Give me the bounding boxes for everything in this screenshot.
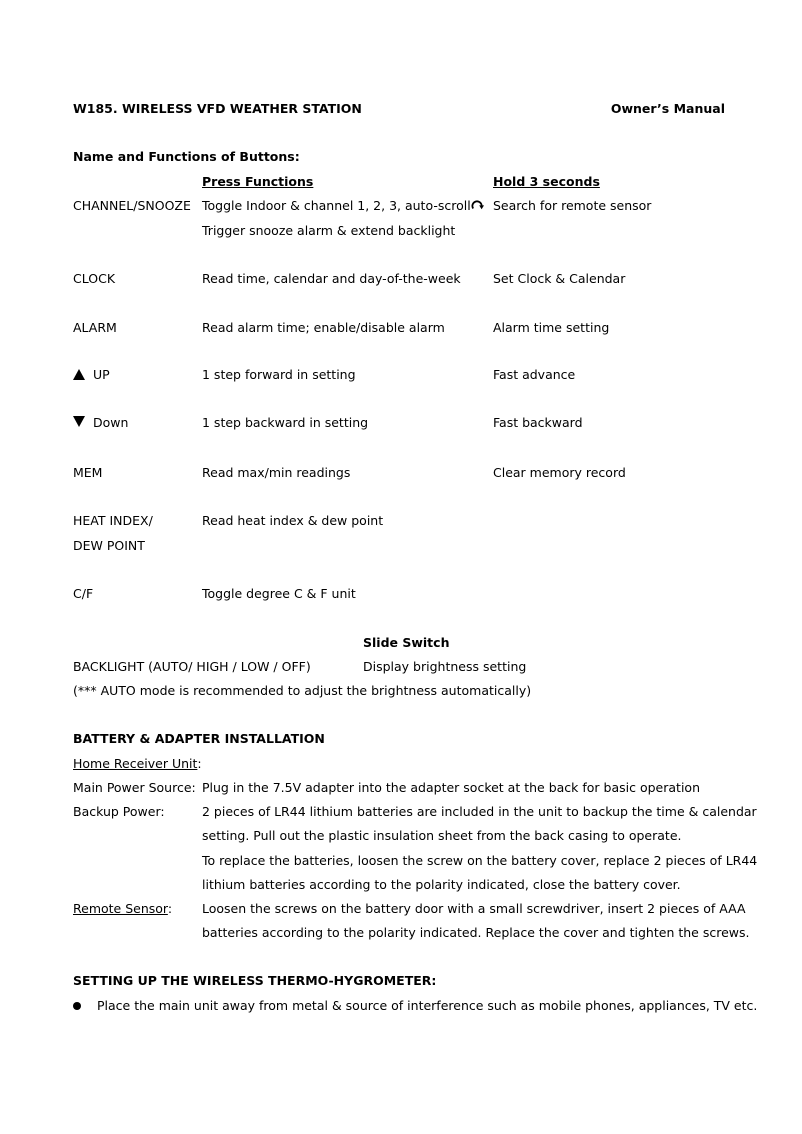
document-title: W185. WIRELESS VFD WEATHER STATION: [73, 101, 362, 116]
button-name-cf: C/F: [73, 586, 94, 601]
press-function-mem: Read max/min readings: [202, 465, 351, 480]
button-name-heat-index: HEAT INDEX/: [73, 513, 153, 528]
slide-switch-name: BACKLIGHT (AUTO/ HIGH / LOW / OFF): [73, 659, 311, 674]
backup-power-line: To replace the batteries, loosen the screw on the battery cover, replace 2 pieces of LR44: [202, 853, 758, 868]
hold-function-up: Fast advance: [493, 367, 576, 382]
setup-heading: SETTING UP THE WIRELESS THERMO-HYGROMETER:: [73, 973, 437, 988]
button-name-up: [73, 367, 110, 383]
button-name-up-text: UP: [93, 367, 110, 382]
remote-sensor-label-text: Remote Sensor: [73, 901, 168, 916]
hold-seconds-header: Hold 3 seconds: [493, 174, 600, 189]
button-name-down-text: Down: [93, 415, 129, 430]
setup-bullet-text: Place the main unit away from metal & source of interference such as mobile phones, appliances, TV etc.: [97, 998, 758, 1013]
backup-power-line: setting. Pull out the plastic insulation sheet from the back casing to operate.: [202, 828, 682, 843]
setup-bullet-item: [73, 998, 81, 1014]
press-function-alarm: Read alarm time; enable/disable alarm: [202, 320, 445, 335]
bullet-icon: [73, 1002, 81, 1010]
button-name-dew-point: DEW POINT: [73, 538, 145, 553]
press-function-down: 1 step backward in setting: [202, 415, 369, 430]
slide-switch-note: (*** AUTO mode is recommended to adjust the brightness automatically): [73, 683, 532, 698]
backup-power-line: lithium batteries according to the polarity indicated, close the battery cover.: [202, 877, 681, 892]
hold-function-mem: Clear memory record: [493, 465, 626, 480]
rotate-arrow-icon: [471, 199, 484, 212]
button-name-channel-snooze: CHANNEL/SNOOZE: [73, 198, 191, 213]
slide-switch-function: Display brightness setting: [363, 659, 527, 674]
home-receiver-label: [73, 756, 202, 772]
hold-function-alarm: Alarm time setting: [493, 320, 610, 335]
main-power-label: Main Power Source:: [73, 780, 196, 795]
button-name-mem: MEM: [73, 465, 103, 480]
remote-sensor-line: batteries according to the polarity indicated. Replace the cover and tighten the screws.: [202, 925, 750, 940]
button-name-down: [73, 415, 128, 431]
press-function-heat-index: Read heat index & dew point: [202, 513, 384, 528]
press-function-channel: [202, 198, 484, 214]
battery-heading: BATTERY & ADAPTER INSTALLATION: [73, 731, 325, 746]
remote-sensor-colon: :: [167, 901, 173, 916]
press-function-cf: Toggle degree C & F unit: [202, 586, 356, 601]
triangle-up-icon: [73, 369, 85, 380]
backup-power-line: 2 pieces of LR44 lithium batteries are included in the unit to backup the time & calendar: [202, 804, 757, 819]
main-power-text: Plug in the 7.5V adapter into the adapter socket at the back for basic operation: [202, 780, 700, 795]
backup-power-label: Backup Power:: [73, 804, 165, 819]
button-name-clock: CLOCK: [73, 271, 116, 286]
hold-function-channel: Search for remote sensor: [493, 198, 652, 213]
hold-function-clock: Set Clock & Calendar: [493, 271, 626, 286]
press-functions-header: Press Functions: [202, 174, 314, 189]
buttons-heading: Name and Functions of Buttons:: [73, 149, 300, 164]
triangle-down-icon: [73, 416, 85, 427]
press-function-channel-text: Toggle Indoor & channel 1, 2, 3, auto-scroll: [202, 198, 471, 213]
remote-sensor-line: Loosen the screws on the battery door with a small screwdriver, insert 2 pieces of AAA: [202, 901, 746, 916]
slide-switch-heading: Slide Switch: [363, 635, 450, 650]
button-name-alarm: ALARM: [73, 320, 117, 335]
home-receiver-colon: :: [197, 756, 202, 771]
press-function-snooze: Trigger snooze alarm & extend backlight: [202, 223, 456, 238]
press-function-clock: Read time, calendar and day-of-the-week: [202, 271, 461, 286]
remote-sensor-label: [73, 901, 172, 917]
press-function-up: 1 step forward in setting: [202, 367, 356, 382]
home-receiver-label-text: Home Receiver Unit: [73, 756, 198, 771]
hold-function-down: Fast backward: [493, 415, 583, 430]
manual-label: Owner’s Manual: [610, 101, 725, 116]
